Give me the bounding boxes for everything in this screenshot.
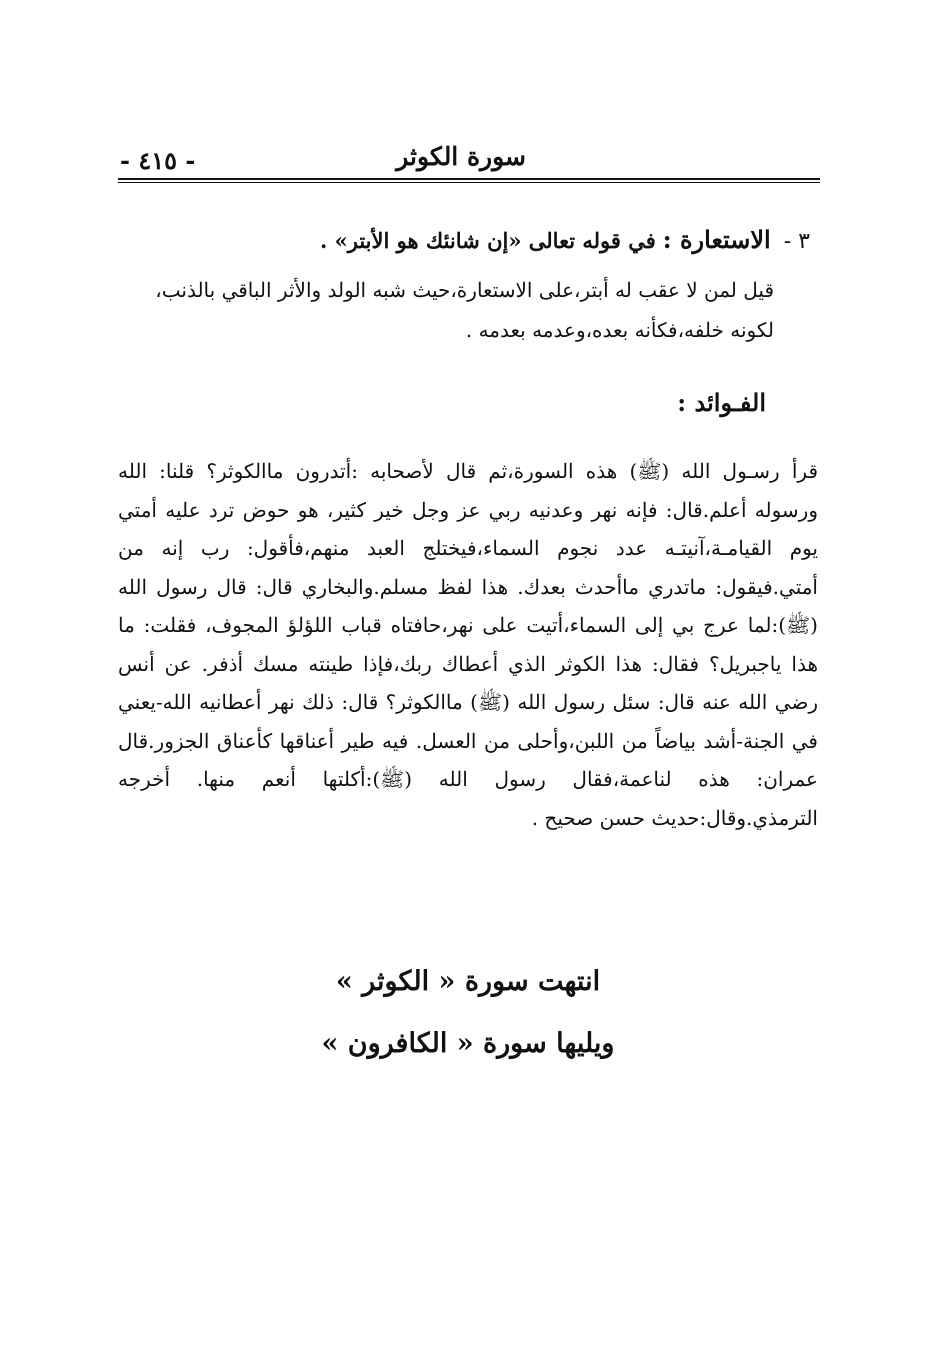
page-header bbox=[118, 140, 818, 182]
item-verse: في قوله تعالى «إن شانئك هو الأبتر» . bbox=[320, 228, 656, 253]
item-term: الاستعارة : bbox=[662, 225, 771, 254]
header-rule bbox=[118, 178, 820, 180]
item-number: ٣ - bbox=[783, 229, 810, 254]
page-title: سورة الكوثر bbox=[396, 142, 526, 171]
next-surah-line: ويليها سورة « الكافرون » bbox=[321, 1028, 615, 1059]
page-number: - ٤١٥ - bbox=[120, 146, 196, 175]
explanation-paragraph: قيل لمن لا عقب له أبتر،على الاستعارة،حيث شبه الولد والأثر الباقي بالذنب، لكونه خلفه،فكأنه بعده،وعدمه بعدمه . bbox=[155, 278, 774, 342]
surah-end-line: انتهت سورة « الكوثر » bbox=[335, 966, 601, 997]
benefits-paragraph: قرأ رسـول الله (ﷺ) هذه السورة،ثم قال لأصحابه :أتدرون ماالكوثر؟ قلنا: الله ورسوله أعلم.قال: فإنه نهر وعدنيه ربي عز وجل خير كثير، هو حوض ترد عليه أمتي يوم القيامـة،آنيتـه عدد نجوم السماء،فيختلج العبد منهم،فأقول: رب إنه من أمتي.فيقول: ماتدري ماأحدث بعدك. هذا لفظ مسلم.والبخاري قال: قال رسول الله (ﷺ):لما عرج بي إلى السماء،أتيت على نهر،حافتاه قباب اللؤلؤ المجوف، فقلت: ما هذا ياجبريل؟ فقال: هذا الكوثر الذي أعطاك ربك،فإذا طينته مسك أذفر. عن أنس رضي الله عنه قال: سئل رسول الله (ﷺ) ماالكوثر؟ قال: ذلك نهر أعطانيه الله-يعني في الجنة-أشد بياضاً من اللبن،وأحلى من العسل. فيه طير أعناقها كأعناق الجزور.قال عمران: هذه لناعمة،فقال رسول الله (ﷺ):أكلتها أنعم منها. أخرجه الترمذي.وقال:حديث حسن صحيح . bbox=[118, 459, 818, 830]
rhetoric-item bbox=[118, 225, 818, 254]
header-rule-thin bbox=[118, 182, 820, 183]
benefits-heading: الفـوائد : bbox=[677, 388, 766, 417]
